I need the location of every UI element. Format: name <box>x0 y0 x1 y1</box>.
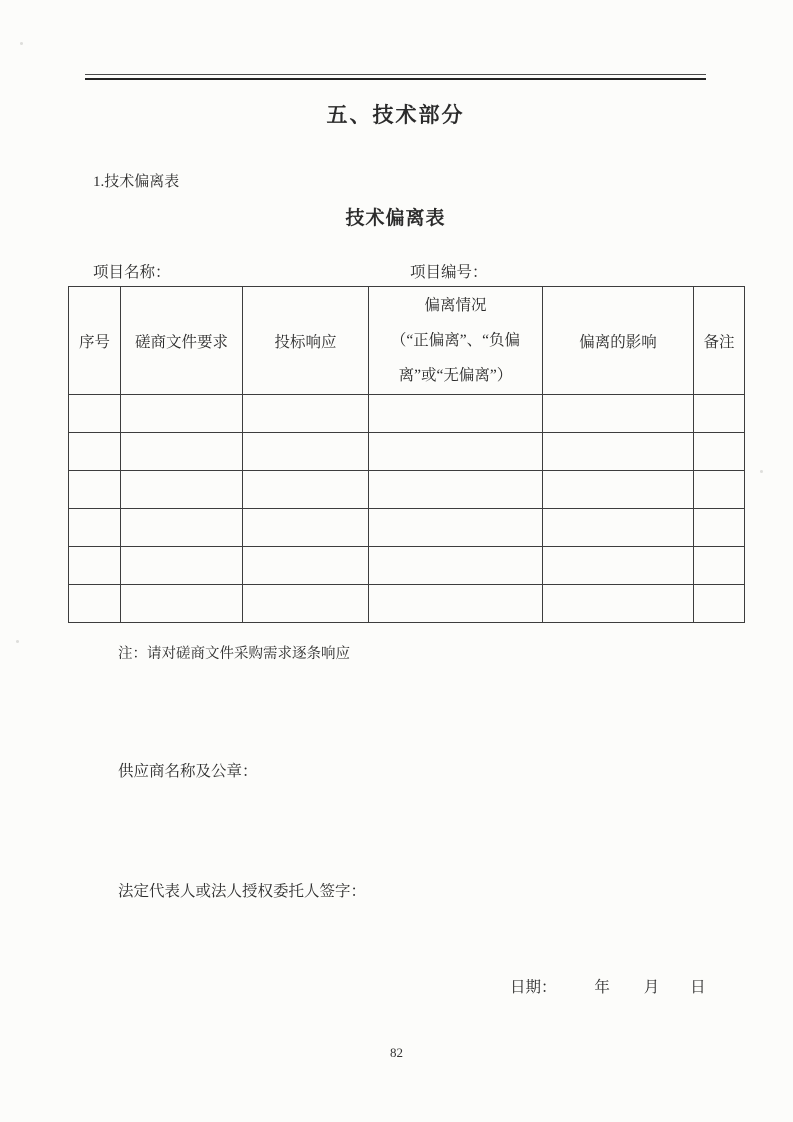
table-row <box>69 547 745 585</box>
header-deviation-line1: 偏离情况 <box>424 297 487 314</box>
table-row <box>69 471 745 509</box>
date-month-label: 月 <box>643 979 660 996</box>
table-header-row <box>69 287 745 395</box>
empty-cell <box>243 547 369 585</box>
section-title: 五、技术部分 <box>326 103 465 127</box>
header-deviation-line3: 离”或“无偏离”） <box>398 367 513 384</box>
table-note: 注：请对磋商文件采购需求逐条响应 <box>118 646 350 662</box>
header-deviation-line2: （“正偏离”、“负偏 <box>390 332 521 349</box>
empty-cell <box>369 471 543 509</box>
table-row <box>69 509 745 547</box>
empty-cell <box>121 433 243 471</box>
empty-cell <box>369 395 543 433</box>
empty-cell <box>69 395 121 433</box>
scan-noise-speck <box>760 470 763 473</box>
empty-cell <box>369 585 543 623</box>
header-seq: 序号 <box>69 287 121 395</box>
empty-cell <box>69 585 121 623</box>
header-requirement: 磋商文件要求 <box>121 287 243 395</box>
empty-cell <box>543 433 694 471</box>
table-row <box>69 433 745 471</box>
supplier-seal-label: 供应商名称及公章： <box>118 763 258 780</box>
empty-cell <box>369 547 543 585</box>
header-impact: 偏离的影响 <box>543 287 694 395</box>
empty-cell <box>121 509 243 547</box>
empty-cell <box>694 509 745 547</box>
page-number: 82 <box>390 1045 403 1060</box>
scan-noise-speck <box>20 42 23 45</box>
table-title: 技术偏离表 <box>345 208 446 229</box>
subsection-title: 1.技术偏离表 <box>93 174 180 190</box>
empty-cell <box>121 585 243 623</box>
empty-cell <box>694 585 745 623</box>
empty-cell <box>121 471 243 509</box>
empty-cell <box>694 433 745 471</box>
empty-cell <box>121 395 243 433</box>
empty-cell <box>543 585 694 623</box>
empty-cell <box>69 433 121 471</box>
empty-cell <box>543 395 694 433</box>
scan-noise-speck <box>16 640 19 643</box>
empty-cell <box>243 433 369 471</box>
empty-cell <box>694 395 745 433</box>
empty-cell <box>543 547 694 585</box>
date-line <box>510 975 706 997</box>
project-name-label: 项目名称： <box>93 264 171 281</box>
empty-cell <box>243 395 369 433</box>
table-row <box>69 585 745 623</box>
date-year-label: 年 <box>594 979 610 996</box>
empty-cell <box>694 547 745 585</box>
header-remark: 备注 <box>694 287 745 395</box>
header-response: 投标响应 <box>243 287 369 395</box>
empty-cell <box>243 585 369 623</box>
empty-cell <box>543 471 694 509</box>
project-number-label: 项目编号： <box>410 264 488 281</box>
empty-cell <box>69 509 121 547</box>
table-body <box>69 395 745 623</box>
empty-cell <box>369 433 543 471</box>
date-day-label: 日 <box>690 979 706 996</box>
signature-label: 法定代表人或法人授权委托人签字： <box>118 883 367 900</box>
empty-cell <box>369 509 543 547</box>
date-label: 日期： <box>510 979 557 996</box>
header-double-rule <box>85 74 706 80</box>
table-header <box>69 287 745 395</box>
table-row <box>69 395 745 433</box>
empty-cell <box>543 509 694 547</box>
technical-deviation-table <box>68 286 745 623</box>
empty-cell <box>243 471 369 509</box>
empty-cell <box>121 547 243 585</box>
empty-cell <box>69 471 121 509</box>
header-deviation <box>369 287 543 395</box>
empty-cell <box>694 471 745 509</box>
empty-cell <box>69 547 121 585</box>
empty-cell <box>243 509 369 547</box>
